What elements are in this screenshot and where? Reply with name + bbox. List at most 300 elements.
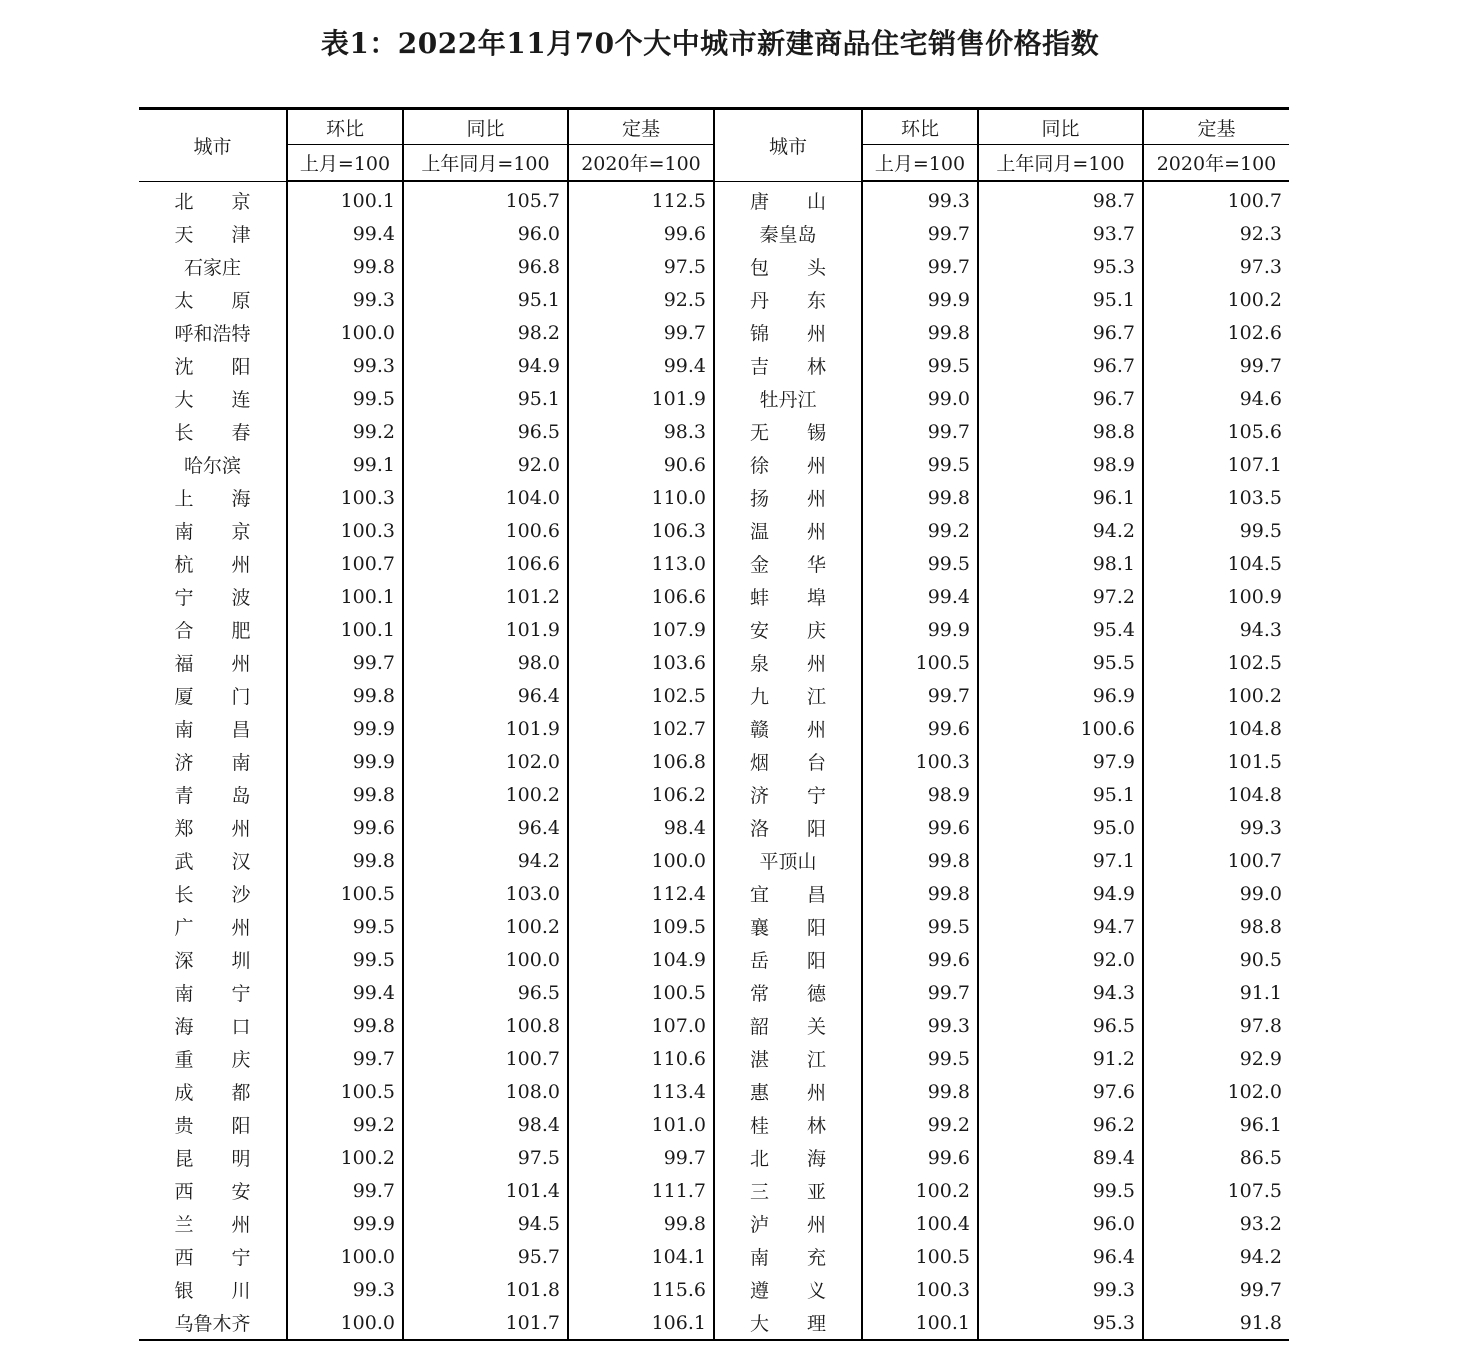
right-dj-cell: 102.0: [1143, 1075, 1289, 1108]
left-tb-cell: 101.9: [403, 712, 568, 745]
left-city-cell: 合 肥: [174, 620, 251, 642]
right-tb-cell: 93.7: [978, 217, 1143, 250]
left-tb-cell: 100.6: [403, 514, 568, 547]
right-tb-cell: 96.0: [978, 1207, 1143, 1240]
right-hb-cell: 100.4: [862, 1207, 978, 1240]
right-dj-cell: 100.7: [1143, 844, 1289, 877]
header-dj-base-right: 2020年=100: [1143, 145, 1289, 182]
left-tb-cell: 100.0: [403, 943, 568, 976]
left-dj-cell: 99.7: [568, 316, 714, 349]
right-city-cell: 丹 东: [714, 283, 862, 316]
right-city-cell: 襄 阳: [714, 910, 862, 943]
left-tb-cell: 100.2: [403, 910, 568, 943]
table-row: [139, 415, 1289, 448]
right-dj-cell: 97.3: [1143, 250, 1289, 283]
left-city-cell: 贵 阳: [174, 1115, 251, 1137]
right-tb-cell: 94.2: [978, 514, 1143, 547]
right-tb-cell: 96.1: [978, 481, 1143, 514]
left-tb-cell: 98.4: [403, 1108, 568, 1141]
left-tb-cell: 96.0: [403, 217, 568, 250]
right-hb-cell: 99.8: [862, 481, 978, 514]
left-tb-cell: 98.2: [403, 316, 568, 349]
right-hb-cell: 99.5: [862, 349, 978, 382]
right-hb-cell: 99.7: [862, 976, 978, 1009]
left-city-cell: 宁 波: [174, 587, 251, 609]
table-row: [139, 448, 1289, 481]
right-dj-cell: 98.8: [1143, 910, 1289, 943]
left-dj-cell: 107.9: [568, 613, 714, 646]
right-hb-cell: 99.2: [862, 514, 978, 547]
right-city-cell: 平顶山: [714, 844, 862, 877]
left-city-cell: 呼和浩特: [174, 323, 251, 345]
right-hb-cell: 99.8: [862, 844, 978, 877]
left-city-cell: 福 州: [174, 653, 251, 675]
right-hb-cell: 99.8: [862, 1075, 978, 1108]
right-tb-cell: 95.5: [978, 646, 1143, 679]
header-dj-right: 定基: [1143, 109, 1289, 145]
left-dj-cell: 115.6: [568, 1273, 714, 1306]
left-hb-cell: 99.8: [287, 844, 403, 877]
left-hb-cell: 99.1: [287, 448, 403, 481]
right-dj-cell: 93.2: [1143, 1207, 1289, 1240]
table-body: [139, 181, 1289, 1340]
right-tb-cell: 94.7: [978, 910, 1143, 943]
left-tb-cell: 108.0: [403, 1075, 568, 1108]
left-dj-cell: 112.4: [568, 877, 714, 910]
left-city-cell: 兰 州: [174, 1214, 251, 1236]
table-row: [139, 811, 1289, 844]
right-city-cell: 锦 州: [714, 316, 862, 349]
right-city-cell: 安 庆: [714, 613, 862, 646]
right-dj-cell: 105.6: [1143, 415, 1289, 448]
left-dj-cell: 101.9: [568, 382, 714, 415]
left-city-cell: 青 岛: [174, 785, 251, 807]
left-tb-cell: 96.8: [403, 250, 568, 283]
left-tb-cell: 101.4: [403, 1174, 568, 1207]
right-tb-cell: 95.3: [978, 250, 1143, 283]
left-dj-cell: 104.9: [568, 943, 714, 976]
header-tb-base-left: 上年同月=100: [403, 145, 568, 182]
right-tb-cell: 97.1: [978, 844, 1143, 877]
right-dj-cell: 107.1: [1143, 448, 1289, 481]
right-dj-cell: 99.3: [1143, 811, 1289, 844]
right-tb-cell: 96.7: [978, 316, 1143, 349]
table-row: [139, 283, 1289, 316]
left-city-cell: 大 连: [174, 389, 251, 411]
right-tb-cell: 100.6: [978, 712, 1143, 745]
right-hb-cell: 99.5: [862, 547, 978, 580]
left-tb-cell: 106.6: [403, 547, 568, 580]
right-hb-cell: 99.9: [862, 283, 978, 316]
left-hb-cell: 100.0: [287, 1240, 403, 1273]
left-hb-cell: 99.3: [287, 1273, 403, 1306]
header-dj-base-left: 2020年=100: [568, 145, 714, 182]
table-row: [139, 1174, 1289, 1207]
left-dj-cell: 102.7: [568, 712, 714, 745]
right-city-cell: 烟 台: [714, 745, 862, 778]
right-city-cell: 桂 林: [714, 1108, 862, 1141]
table-row: [139, 976, 1289, 1009]
table-row: [139, 943, 1289, 976]
left-tb-cell: 103.0: [403, 877, 568, 910]
right-dj-cell: 99.7: [1143, 349, 1289, 382]
right-dj-cell: 103.5: [1143, 481, 1289, 514]
table-row: [139, 547, 1289, 580]
left-hb-cell: 99.3: [287, 349, 403, 382]
left-hb-cell: 99.6: [287, 811, 403, 844]
right-dj-cell: 107.5: [1143, 1174, 1289, 1207]
right-hb-cell: 99.7: [862, 250, 978, 283]
table-row: [139, 1207, 1289, 1240]
right-tb-cell: 99.5: [978, 1174, 1143, 1207]
right-dj-cell: 102.6: [1143, 316, 1289, 349]
left-city-cell: 南 京: [174, 521, 251, 543]
right-dj-cell: 91.8: [1143, 1306, 1289, 1340]
table-row: [139, 382, 1289, 415]
left-hb-cell: 100.3: [287, 481, 403, 514]
table-row: [139, 646, 1289, 679]
right-tb-cell: 96.9: [978, 679, 1143, 712]
right-tb-cell: 98.9: [978, 448, 1143, 481]
right-hb-cell: 99.8: [862, 877, 978, 910]
table-row: [139, 712, 1289, 745]
left-dj-cell: 99.6: [568, 217, 714, 250]
left-dj-cell: 98.3: [568, 415, 714, 448]
right-hb-cell: 99.6: [862, 811, 978, 844]
right-tb-cell: 96.5: [978, 1009, 1143, 1042]
left-tb-cell: 100.8: [403, 1009, 568, 1042]
right-city-cell: 九 江: [714, 679, 862, 712]
table-row: [139, 349, 1289, 382]
left-city-cell: 杭 州: [174, 554, 251, 576]
right-city-cell: 南 充: [714, 1240, 862, 1273]
right-city-cell: 三 亚: [714, 1174, 862, 1207]
right-city-cell: 济 宁: [714, 778, 862, 811]
table-row: [139, 1240, 1289, 1273]
left-hb-cell: 100.0: [287, 1306, 403, 1340]
left-hb-cell: 100.1: [287, 181, 403, 217]
table-row: [139, 1273, 1289, 1306]
left-tb-cell: 101.7: [403, 1306, 568, 1340]
left-hb-cell: 99.3: [287, 283, 403, 316]
left-tb-cell: 94.9: [403, 349, 568, 382]
right-hb-cell: 99.5: [862, 448, 978, 481]
left-dj-cell: 92.5: [568, 283, 714, 316]
left-dj-cell: 106.2: [568, 778, 714, 811]
left-tb-cell: 104.0: [403, 481, 568, 514]
left-city-cell: 济 南: [174, 752, 251, 774]
left-hb-cell: 100.7: [287, 547, 403, 580]
header-tb-right: 同比: [978, 109, 1143, 145]
table-row: [139, 1009, 1289, 1042]
left-hb-cell: 99.7: [287, 646, 403, 679]
right-hb-cell: 99.5: [862, 1042, 978, 1075]
right-tb-cell: 96.4: [978, 1240, 1143, 1273]
header-hb-left: 环比: [287, 109, 403, 145]
right-hb-cell: 100.5: [862, 646, 978, 679]
header-dj-left: 定基: [568, 109, 714, 145]
left-dj-cell: 106.8: [568, 745, 714, 778]
right-dj-cell: 90.5: [1143, 943, 1289, 976]
left-dj-cell: 99.7: [568, 1141, 714, 1174]
right-tb-cell: 95.0: [978, 811, 1143, 844]
header-tb-left: 同比: [403, 109, 568, 145]
left-dj-cell: 103.6: [568, 646, 714, 679]
left-tb-cell: 97.5: [403, 1141, 568, 1174]
left-hb-cell: 99.2: [287, 1108, 403, 1141]
right-city-cell: 包 头: [714, 250, 862, 283]
right-hb-cell: 99.2: [862, 1108, 978, 1141]
right-dj-cell: 92.3: [1143, 217, 1289, 250]
right-hb-cell: 99.8: [862, 316, 978, 349]
left-city-cell: 银 川: [174, 1280, 251, 1302]
table-row: [139, 778, 1289, 811]
left-city-cell: 天 津: [174, 224, 251, 246]
right-city-cell: 惠 州: [714, 1075, 862, 1108]
right-dj-cell: 99.7: [1143, 1273, 1289, 1306]
left-dj-cell: 110.6: [568, 1042, 714, 1075]
right-city-cell: 常 德: [714, 976, 862, 1009]
right-hb-cell: 98.9: [862, 778, 978, 811]
left-dj-cell: 107.0: [568, 1009, 714, 1042]
left-dj-cell: 112.5: [568, 181, 714, 217]
table-row: [139, 1141, 1289, 1174]
right-city-cell: 遵 义: [714, 1273, 862, 1306]
left-city-cell: 海 口: [174, 1016, 251, 1038]
table-row: [139, 316, 1289, 349]
right-hb-cell: 99.6: [862, 943, 978, 976]
right-city-cell: 泉 州: [714, 646, 862, 679]
right-dj-cell: 94.2: [1143, 1240, 1289, 1273]
table-row: [139, 613, 1289, 646]
left-hb-cell: 100.2: [287, 1141, 403, 1174]
left-dj-cell: 90.6: [568, 448, 714, 481]
left-dj-cell: 98.4: [568, 811, 714, 844]
right-dj-cell: 102.5: [1143, 646, 1289, 679]
right-city-cell: 韶 关: [714, 1009, 862, 1042]
left-city-cell: 昆 明: [174, 1148, 251, 1170]
left-hb-cell: 99.5: [287, 943, 403, 976]
table-row: [139, 514, 1289, 547]
table-row: [139, 1042, 1289, 1075]
right-tb-cell: 95.1: [978, 778, 1143, 811]
header-hb-right: 环比: [862, 109, 978, 145]
right-tb-cell: 95.3: [978, 1306, 1143, 1340]
right-city-cell: 扬 州: [714, 481, 862, 514]
right-tb-cell: 91.2: [978, 1042, 1143, 1075]
left-hb-cell: 99.7: [287, 1174, 403, 1207]
right-hb-cell: 100.3: [862, 1273, 978, 1306]
right-city-cell: 湛 江: [714, 1042, 862, 1075]
table-row: [139, 844, 1289, 877]
left-dj-cell: 100.5: [568, 976, 714, 1009]
left-dj-cell: 109.5: [568, 910, 714, 943]
left-city-cell: 石家庄: [183, 257, 241, 279]
left-tb-cell: 94.5: [403, 1207, 568, 1240]
left-dj-cell: 106.3: [568, 514, 714, 547]
right-city-cell: 金 华: [714, 547, 862, 580]
right-tb-cell: 92.0: [978, 943, 1143, 976]
left-tb-cell: 96.5: [403, 415, 568, 448]
left-hb-cell: 99.5: [287, 910, 403, 943]
right-dj-cell: 97.8: [1143, 1009, 1289, 1042]
table-row: [139, 679, 1289, 712]
left-tb-cell: 102.0: [403, 745, 568, 778]
right-hb-cell: 100.3: [862, 745, 978, 778]
left-hb-cell: 99.4: [287, 217, 403, 250]
right-city-cell: 秦皇岛: [714, 217, 862, 250]
left-dj-cell: 100.0: [568, 844, 714, 877]
left-tb-cell: 100.2: [403, 778, 568, 811]
left-tb-cell: 98.0: [403, 646, 568, 679]
right-hb-cell: 99.7: [862, 415, 978, 448]
left-dj-cell: 104.1: [568, 1240, 714, 1273]
left-dj-cell: 106.6: [568, 580, 714, 613]
right-city-cell: 大 理: [714, 1306, 862, 1340]
right-hb-cell: 99.3: [862, 181, 978, 217]
right-city-cell: 吉 林: [714, 349, 862, 382]
left-city-cell: 长 沙: [174, 884, 251, 906]
left-tb-cell: 94.2: [403, 844, 568, 877]
right-tb-cell: 98.8: [978, 415, 1143, 448]
table-row: [139, 217, 1289, 250]
left-hb-cell: 99.9: [287, 745, 403, 778]
right-tb-cell: 97.6: [978, 1075, 1143, 1108]
left-tb-cell: 96.4: [403, 811, 568, 844]
right-city-cell: 温 州: [714, 514, 862, 547]
left-dj-cell: 99.8: [568, 1207, 714, 1240]
left-city-cell: 西 安: [174, 1181, 251, 1203]
left-tb-cell: 96.5: [403, 976, 568, 1009]
right-city-cell: 无 锡: [714, 415, 862, 448]
left-dj-cell: 101.0: [568, 1108, 714, 1141]
left-city-cell: 广 州: [174, 917, 251, 939]
table-row: [139, 877, 1289, 910]
left-tb-cell: 105.7: [403, 181, 568, 217]
left-tb-cell: 101.8: [403, 1273, 568, 1306]
left-dj-cell: 111.7: [568, 1174, 714, 1207]
table-row: [139, 910, 1289, 943]
table-row: [139, 1108, 1289, 1141]
right-dj-cell: 104.8: [1143, 712, 1289, 745]
right-hb-cell: 100.5: [862, 1240, 978, 1273]
table-row: [139, 250, 1289, 283]
right-hb-cell: 99.6: [862, 712, 978, 745]
left-city-cell: 南 宁: [174, 983, 251, 1005]
right-tb-cell: 89.4: [978, 1141, 1143, 1174]
table-row: [139, 580, 1289, 613]
right-tb-cell: 96.2: [978, 1108, 1143, 1141]
right-city-cell: 赣 州: [714, 712, 862, 745]
left-hb-cell: 100.1: [287, 580, 403, 613]
left-dj-cell: 106.1: [568, 1306, 714, 1340]
right-tb-cell: 99.3: [978, 1273, 1143, 1306]
right-dj-cell: 101.5: [1143, 745, 1289, 778]
left-city-cell: 上 海: [174, 488, 251, 510]
right-dj-cell: 94.3: [1143, 613, 1289, 646]
right-hb-cell: 99.3: [862, 1009, 978, 1042]
right-tb-cell: 97.2: [978, 580, 1143, 613]
left-city-cell: 成 都: [174, 1082, 251, 1104]
left-hb-cell: 99.2: [287, 415, 403, 448]
left-dj-cell: 113.4: [568, 1075, 714, 1108]
left-hb-cell: 100.5: [287, 1075, 403, 1108]
right-city-cell: 泸 州: [714, 1207, 862, 1240]
header-city-right: 城市: [714, 109, 862, 182]
right-dj-cell: 92.9: [1143, 1042, 1289, 1075]
right-city-cell: 牡丹江: [714, 382, 862, 415]
left-city-cell: 重 庆: [174, 1049, 251, 1071]
right-dj-cell: 96.1: [1143, 1108, 1289, 1141]
left-hb-cell: 99.8: [287, 1009, 403, 1042]
left-city-cell: 深 圳: [174, 950, 251, 972]
right-hb-cell: 100.2: [862, 1174, 978, 1207]
left-dj-cell: 113.0: [568, 547, 714, 580]
left-tb-cell: 101.9: [403, 613, 568, 646]
header-hb-base-right: 上月=100: [862, 145, 978, 182]
right-hb-cell: 99.4: [862, 580, 978, 613]
page-title: 表1：2022年11月70个大中城市新建商品住宅销售价格指数: [320, 27, 1100, 60]
right-tb-cell: 95.1: [978, 283, 1143, 316]
left-tb-cell: 101.2: [403, 580, 568, 613]
left-hb-cell: 99.5: [287, 382, 403, 415]
left-city-cell: 西 宁: [174, 1247, 251, 1269]
header-hb-base-left: 上月=100: [287, 145, 403, 182]
left-hb-cell: 100.0: [287, 316, 403, 349]
right-tb-cell: 94.9: [978, 877, 1143, 910]
right-tb-cell: 96.7: [978, 382, 1143, 415]
right-dj-cell: 91.1: [1143, 976, 1289, 1009]
left-tb-cell: 95.1: [403, 382, 568, 415]
left-city-cell: 北 京: [174, 190, 251, 213]
left-dj-cell: 102.5: [568, 679, 714, 712]
right-tb-cell: 98.7: [978, 181, 1143, 217]
right-hb-cell: 99.5: [862, 910, 978, 943]
right-city-cell: 唐 山: [714, 181, 862, 217]
right-dj-cell: 100.9: [1143, 580, 1289, 613]
left-city-cell: 郑 州: [174, 818, 251, 840]
left-hb-cell: 99.4: [287, 976, 403, 1009]
table-row: [139, 181, 1289, 217]
left-city-cell: 沈 阳: [174, 356, 251, 378]
right-hb-cell: 99.0: [862, 382, 978, 415]
header-tb-base-right: 上年同月=100: [978, 145, 1143, 182]
left-hb-cell: 99.8: [287, 250, 403, 283]
right-hb-cell: 100.1: [862, 1306, 978, 1340]
left-city-cell: 乌鲁木齐: [139, 1306, 287, 1340]
right-city-cell: 岳 阳: [714, 943, 862, 976]
left-tb-cell: 95.7: [403, 1240, 568, 1273]
left-hb-cell: 99.8: [287, 778, 403, 811]
right-tb-cell: 98.1: [978, 547, 1143, 580]
right-dj-cell: 99.5: [1143, 514, 1289, 547]
table-row: [139, 745, 1289, 778]
left-city-cell: 太 原: [174, 290, 251, 312]
table-row: [139, 1075, 1289, 1108]
right-dj-cell: 104.5: [1143, 547, 1289, 580]
right-city-cell: 徐 州: [714, 448, 862, 481]
right-dj-cell: 99.0: [1143, 877, 1289, 910]
right-tb-cell: 95.4: [978, 613, 1143, 646]
left-hb-cell: 99.7: [287, 1042, 403, 1075]
right-dj-cell: 100.2: [1143, 679, 1289, 712]
left-city-cell: 哈尔滨: [183, 455, 241, 477]
left-hb-cell: 99.9: [287, 712, 403, 745]
left-hb-cell: 100.5: [287, 877, 403, 910]
left-hb-cell: 99.8: [287, 679, 403, 712]
left-city-cell: 武 汉: [174, 851, 251, 873]
right-dj-cell: 104.8: [1143, 778, 1289, 811]
